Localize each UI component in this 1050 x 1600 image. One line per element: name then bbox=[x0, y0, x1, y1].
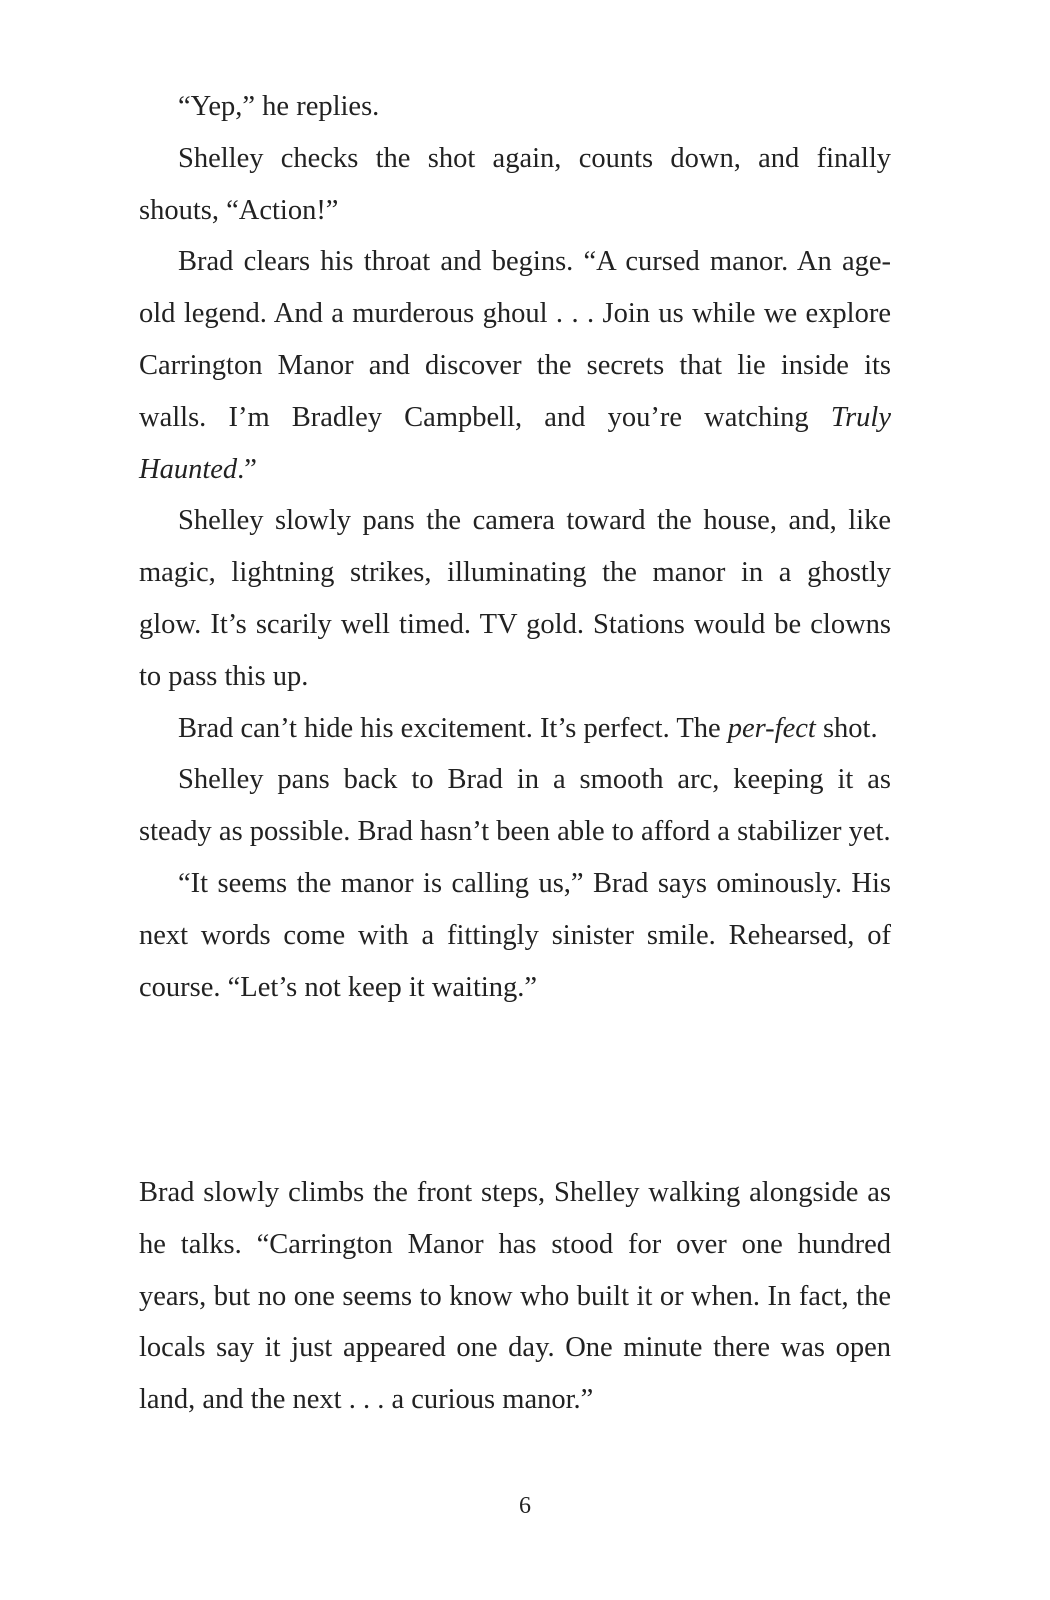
paragraph: Brad clears his throat and begins. “A cursed manor. An age-old legend. And a murderous ghoul . . . Join us while we explore Carrington Manor and discover the secrets that lie inside its walls. I’m Bradley Campbell, and you’re watching Truly Haunted.” bbox=[139, 246, 891, 485]
paragraph: Brad can’t hide his excitement. It’s perfect. The per-fect shot. bbox=[178, 712, 878, 744]
page-number: 6 bbox=[519, 1493, 531, 1519]
paragraph: Shelley pans back to Brad in a smooth arc, keeping it as steady as possible. Brad hasn’t been able to afford a stabilizer yet. bbox=[139, 764, 891, 848]
paragraph: “Yep,” he replies. bbox=[178, 91, 380, 122]
paragraph: Brad slowly climbs the front steps, Shelley walking alongside as he talks. “Carrington Manor has stood for over one hundred years, but no one seems to know who built it or when. In fact, the locals say it just appeared one day. One minute there was open land, and the next . . . a curious manor.” bbox=[139, 1177, 891, 1416]
paragraph: Shelley checks the shot again, counts down, and finally shouts, “Action!” bbox=[139, 142, 891, 226]
paragraph: Shelley slowly pans the camera toward the house, and, like magic, lightning strikes, illuminating the manor in a ghostly glow. It’s scarily well timed. TV gold. Stations would be clowns to pass this up. bbox=[139, 505, 891, 692]
italic-title: Truly Haunted bbox=[139, 401, 891, 485]
italic-emphasis: per-fect bbox=[727, 712, 816, 744]
paragraph: “It seems the manor is calling us,” Brad says ominously. His next words come with a fittingly sinister smile. Rehearsed, of course. “Let’s not keep it waiting.” bbox=[139, 867, 891, 1003]
text-section-1 bbox=[139, 81, 891, 1013]
text-section-2 bbox=[139, 1167, 891, 1426]
